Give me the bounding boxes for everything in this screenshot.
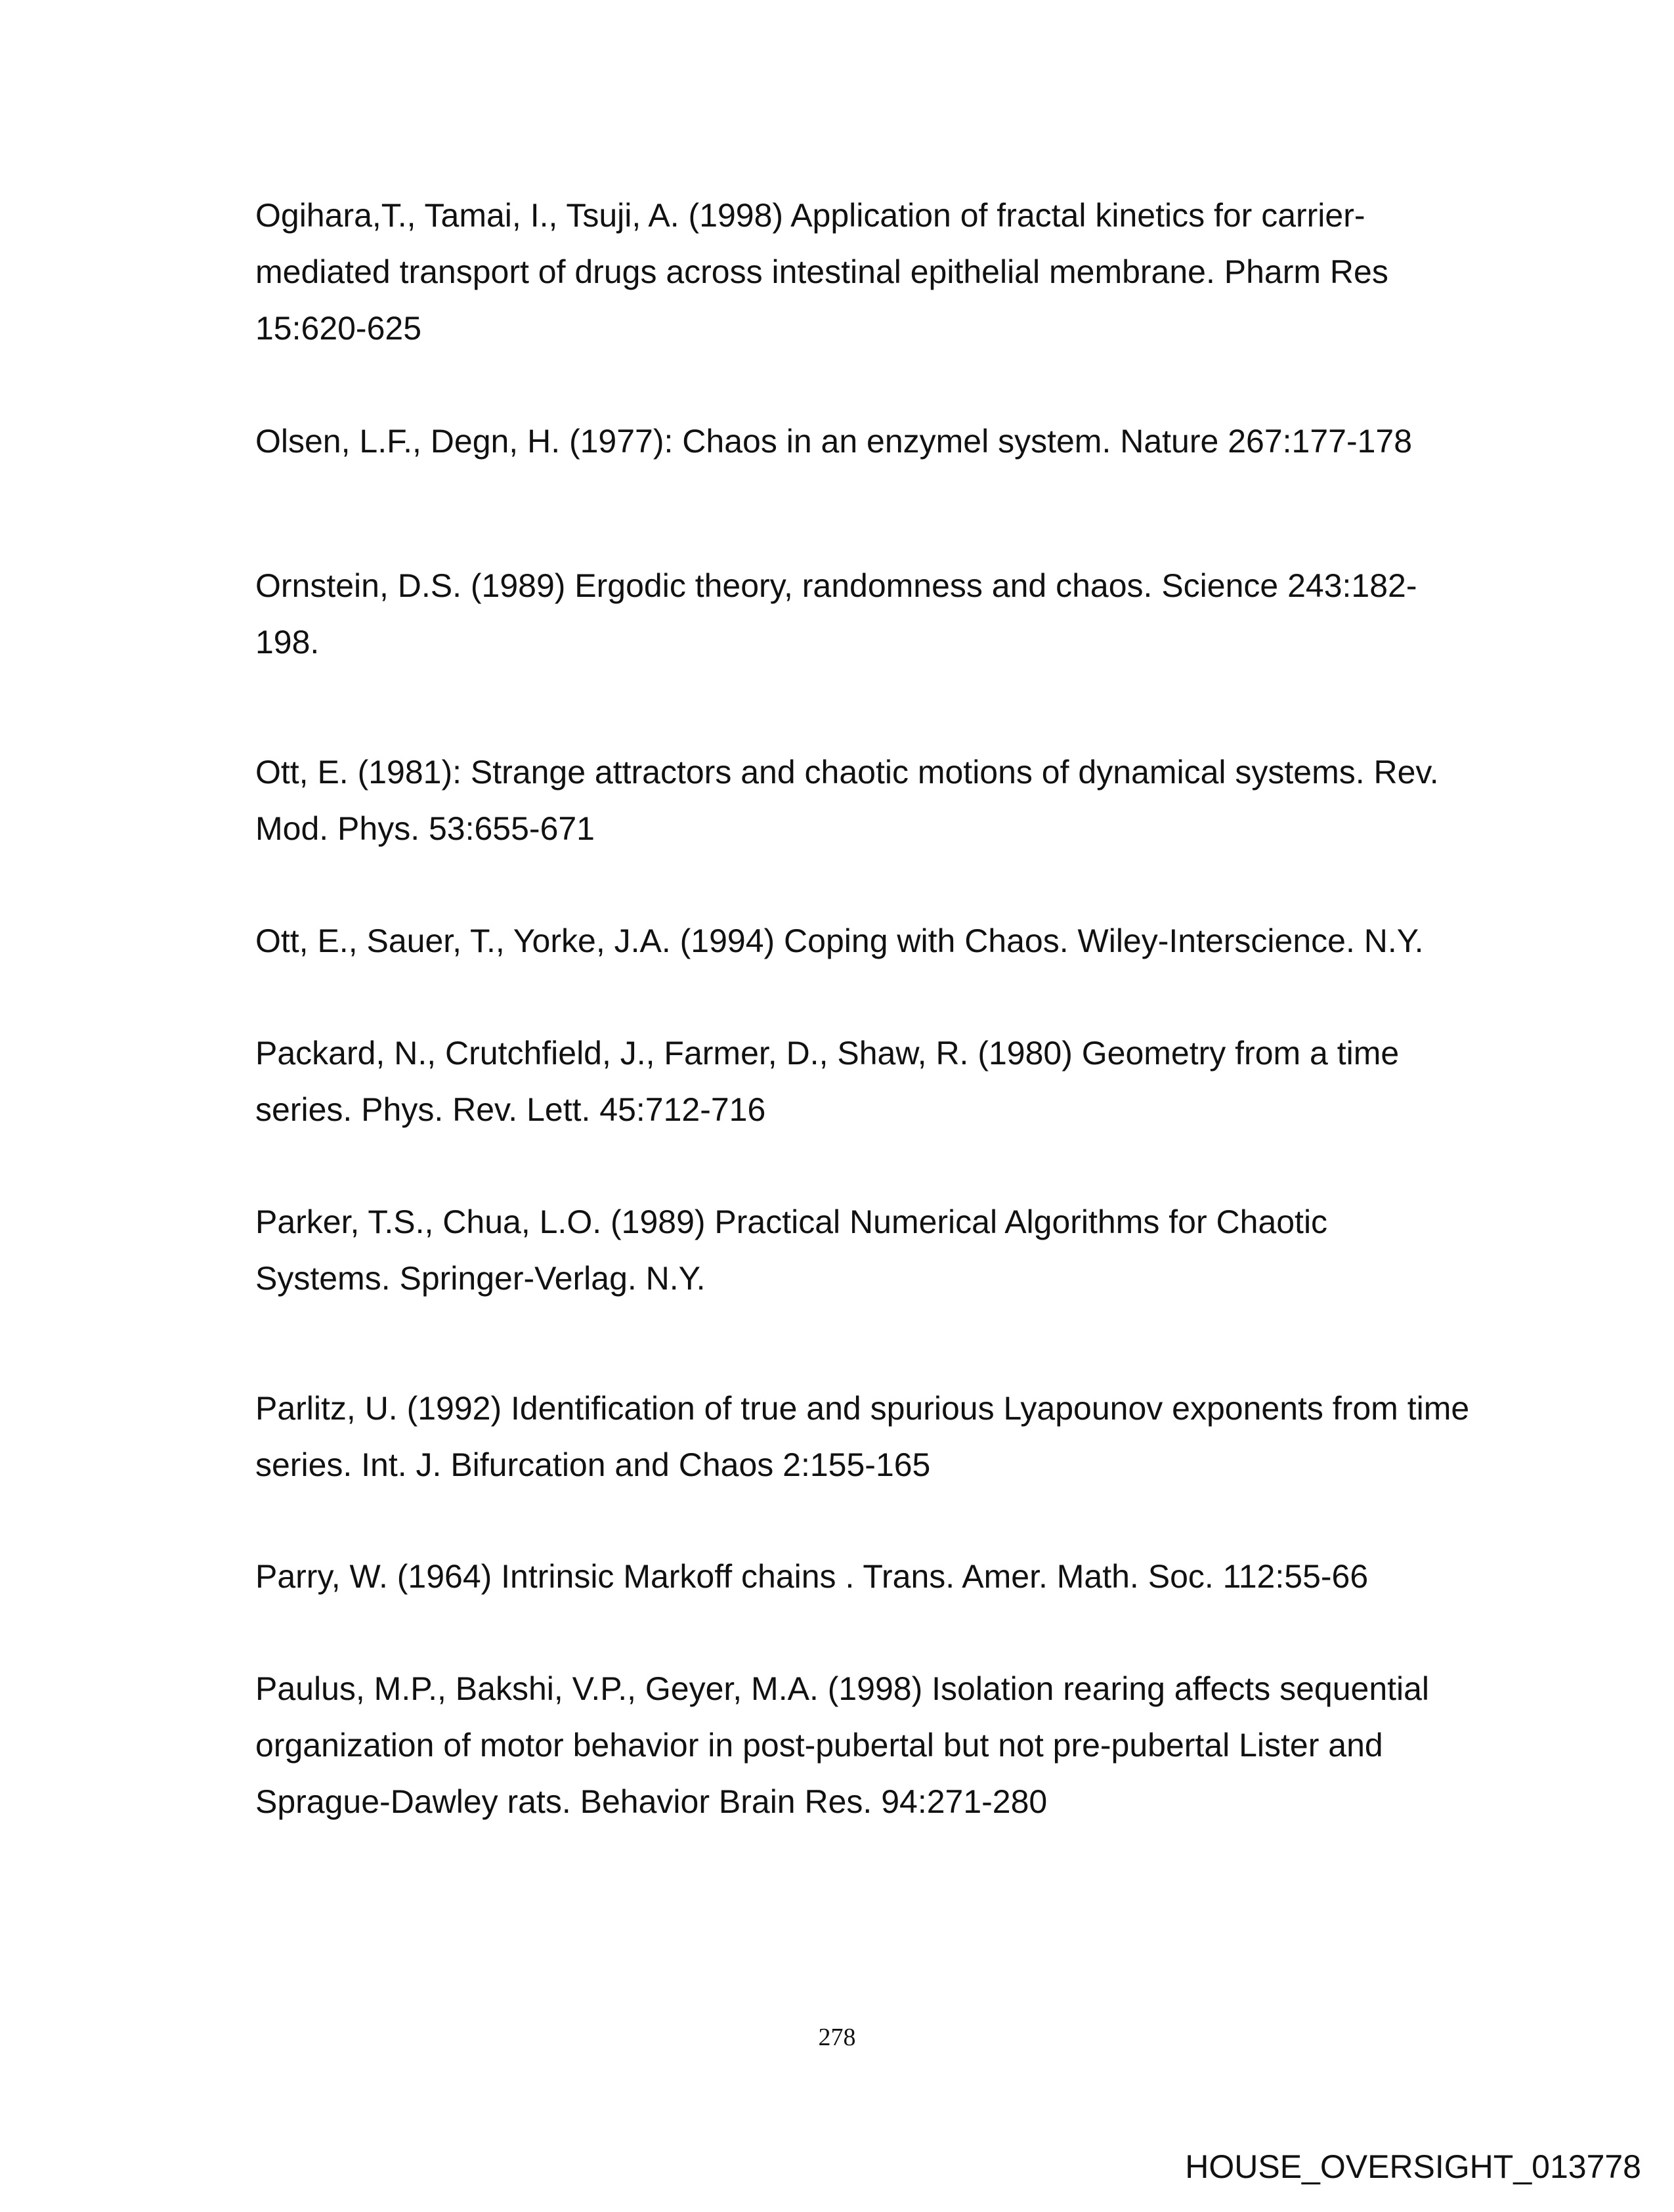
reference-parry-1964: Parry, W. (1964) Intrinsic Markoff chains . Trans. Amer. Math. Soc. 112:55-66 [255,1558,1369,1595]
reference-paulus-1998: Paulus, M.P., Bakshi, V.P., Geyer, M.A. (1998) Isolation rearing affects sequential organization of motor behavior in post-pubertal but not pre-pubertal Lister and Sprague-Dawley rats. Behavior Brain Res. 94:271-280 [255,1670,1430,1820]
reference-ogihara-1998: Ogihara,T., Tamai, I., Tsuji, A. (1998) Application of fractal kinetics for carrier- mediated transport of drugs across intestinal epithelial membrane. Pharm Res 15:620-625 [255,197,1388,347]
reference-ornstein-1989: Ornstein, D.S. (1989) Ergodic theory, randomness and chaos. Science 243:182- 198. [255,567,1417,661]
reference-packard-1980: Packard, N., Crutchfield, J., Farmer, D., Shaw, R. (1980) Geometry from a time series. Phys. Rev. Lett. 45:712-716 [255,1035,1400,1128]
bates-stamp: HOUSE_OVERSIGHT_013778 [1185,2148,1641,2185]
reference-parlitz-1992: Parlitz, U. (1992) Identification of true and spurious Lyapounov exponents from time series. Int. J. Bifurcation and Chaos 2:155-165 [255,1390,1470,1483]
reference-olsen-1977: Olsen, L.F., Degn, H. (1977): Chaos in an enzymel system. Nature 267:177-178 [255,423,1413,460]
reference-parker-1989: Parker, T.S., Chua, L.O. (1989) Practical Numerical Algorithms for Chaotic Systems. Springer-Verlag. N.Y. [255,1204,1328,1297]
reference-ott-1994: Ott, E., Sauer, T., Yorke, J.A. (1994) Coping with Chaos. Wiley-Interscience. N.Y. [255,922,1424,959]
page-number: 278 [818,2024,856,2051]
reference-ott-1981: Ott, E. (1981): Strange attractors and chaotic motions of dynamical systems. Rev. Mod. Phys. 53:655-671 [255,754,1439,847]
